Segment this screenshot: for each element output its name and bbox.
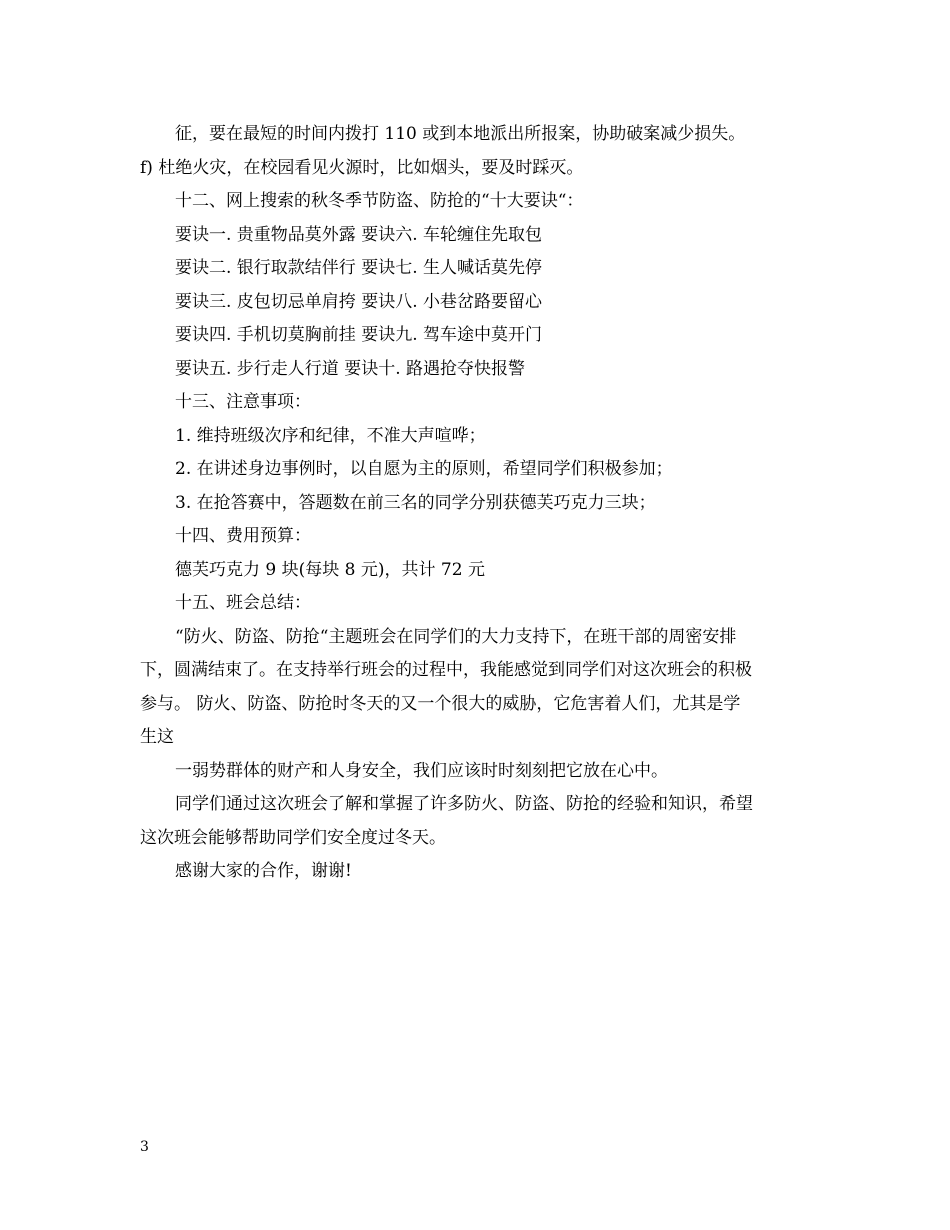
list-item: 2. 在讲述身边事例时，以自愿为主的原则，希望同学们积极参加； <box>175 459 673 479</box>
text-line: f) 杜绝火灾，在校园看见火源时，比如烟头，要及时踩灭。 <box>140 157 584 178</box>
text-line: “防火、防盗、防抢“主题班会在同学们的大力支持下，在班干部的周密安排 <box>175 626 737 647</box>
text-line: 一弱势群体的财产和人身安全，我们应该时时刻刻把它放在心中。 <box>175 760 668 781</box>
list-item: 要诀五. 步行走人行道 要诀十. 路遇抢夺快报警 <box>175 358 526 379</box>
text-line: 同学们通过这次班会了解和掌握了许多防火、防盗、防抢的经验和知识，希望 <box>175 794 753 814</box>
list-item: 要诀三. 皮包切忌单肩挎 要诀八. 小巷岔路要留心 <box>175 291 543 312</box>
text-line: 征，要在最短的时间内拨打 110 或到本地派出所报案，协助破案减少损失。 <box>175 124 746 144</box>
section-heading: 十二、网上搜索的秋冬季节防盗、防抢的“十大要诀“： <box>175 191 584 211</box>
text-line: 德芙巧克力 9 块(每块 8 元)，共计 72 元 <box>175 559 485 580</box>
text-line: 这次班会能够帮助同学们安全度过冬天。 <box>140 827 446 848</box>
page-number: 3 <box>140 1139 149 1155</box>
text-line: 感谢大家的合作，谢谢! <box>175 861 352 881</box>
list-item: 1. 维持班级次序和纪律，不准大声喧哗； <box>175 425 486 446</box>
document-body <box>140 118 820 889</box>
list-item: 要诀二. 银行取款结伴行 要诀七. 生人喊话莫先停 <box>175 258 543 278</box>
section-heading: 十三、注意事项： <box>175 392 311 412</box>
text-line: 下，圆满结束了。在支持举行班会的过程中，我能感觉到同学们对这次班会的积极 <box>140 660 752 680</box>
text-line: 生这 <box>140 727 174 747</box>
list-item: 3. 在抢答赛中，答题数在前三名的同学分别获德芙巧克力三块； <box>175 492 656 513</box>
section-heading: 十五、班会总结： <box>175 593 311 613</box>
text-line: 参与。 防火、防盗、防抢时冬天的又一个很大的威胁，它危害着人们，尤其是学 <box>140 693 741 714</box>
section-heading: 十四、费用预算： <box>175 526 311 546</box>
list-item: 要诀四. 手机切莫胸前挂 要诀九. 驾车途中莫开门 <box>175 325 543 345</box>
list-item: 要诀一. 贵重物品莫外露 要诀六. 车轮缠住先取包 <box>175 224 543 245</box>
